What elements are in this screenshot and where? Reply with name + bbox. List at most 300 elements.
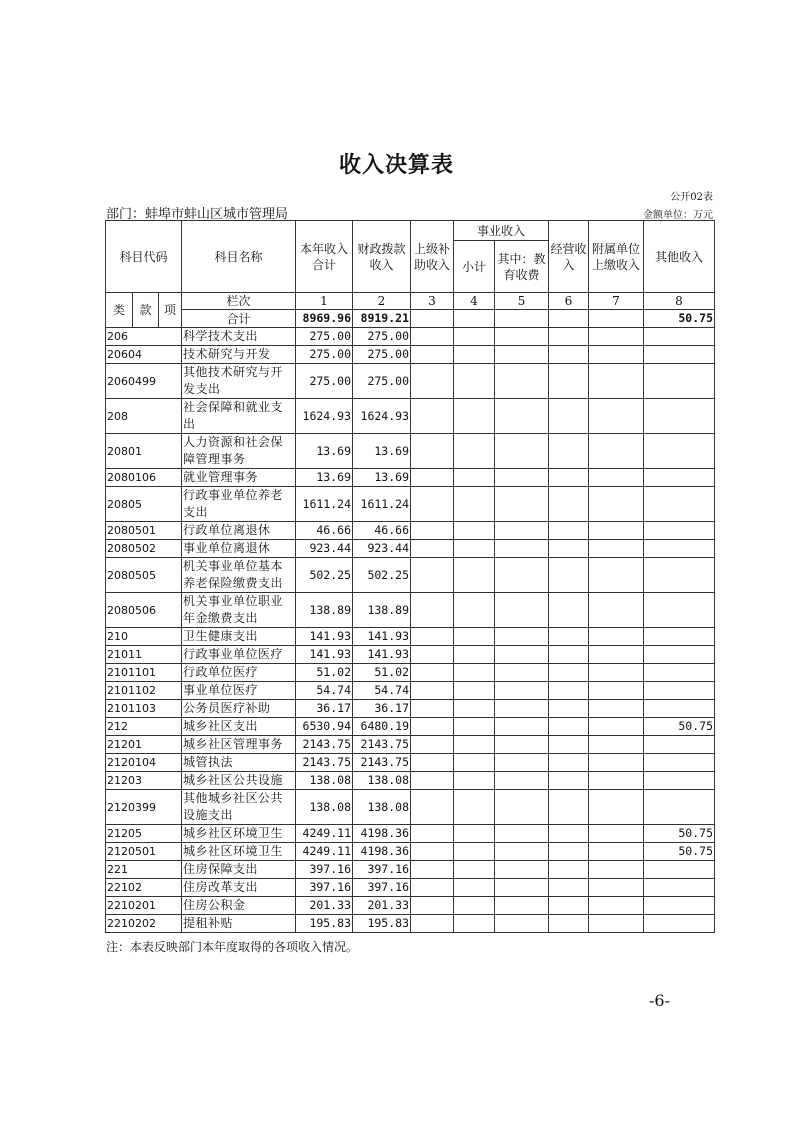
row-col1: 13.69: [296, 434, 353, 469]
header-col8: 其他收入: [644, 221, 715, 293]
row-name: 事业单位医疗: [182, 682, 296, 700]
row-code: 212: [106, 718, 182, 736]
row-col7: [589, 364, 644, 399]
row-col7: [589, 861, 644, 879]
row-col2: 138.89: [353, 593, 411, 628]
row-col1: 54.74: [296, 682, 353, 700]
row-col8: [644, 646, 715, 664]
row-col4: [454, 346, 495, 364]
row-col3: [411, 593, 454, 628]
row-col6: [549, 646, 589, 664]
row-col7: [589, 915, 644, 933]
department-label: 部门：蚌埠市蚌山区城市管理局: [106, 207, 289, 222]
row-col6: [549, 879, 589, 897]
row-col4: [454, 399, 495, 434]
row-col4: [454, 328, 495, 346]
row-col1: 36.17: [296, 700, 353, 718]
row-col8: [644, 540, 715, 558]
row-col7: [589, 558, 644, 593]
row-col6: [549, 825, 589, 843]
row-col4: [454, 522, 495, 540]
table-row: [106, 469, 715, 487]
row-col1: 13.69: [296, 469, 353, 487]
header-col2: 财政拨款收入: [353, 221, 411, 293]
table-row: [106, 434, 715, 469]
row-code: 22102: [106, 879, 182, 897]
row-col2: 2143.75: [353, 754, 411, 772]
row-code: 210: [106, 628, 182, 646]
row-col7: [589, 628, 644, 646]
row-code: 20801: [106, 434, 182, 469]
row-col7: [589, 897, 644, 915]
row-col7: [589, 843, 644, 861]
row-col4: [454, 825, 495, 843]
row-col5: [495, 861, 549, 879]
total-label: 合计: [182, 310, 296, 328]
row-col1: 138.08: [296, 772, 353, 790]
row-col5: [495, 522, 549, 540]
row-col3: [411, 754, 454, 772]
total-col4: [454, 310, 495, 328]
row-col8: [644, 861, 715, 879]
page-title: 收入决算表: [338, 153, 454, 178]
row-col4: [454, 593, 495, 628]
row-col2: 195.83: [353, 915, 411, 933]
table-row: [106, 879, 715, 897]
row-col3: [411, 469, 454, 487]
row-col1: 1624.93: [296, 399, 353, 434]
row-name: 事业单位离退休: [182, 540, 296, 558]
header-col7: 附属单位上缴收入: [589, 221, 644, 293]
row-col3: [411, 664, 454, 682]
col-number: 7: [589, 293, 644, 310]
row-name: 人力资源和社会保障管理事务: [182, 434, 296, 469]
row-col7: [589, 346, 644, 364]
row-col1: 1611.24: [296, 487, 353, 522]
row-col6: [549, 346, 589, 364]
header-name: 科目名称: [182, 221, 296, 293]
row-col4: [454, 434, 495, 469]
table-row: [106, 540, 715, 558]
row-col1: 275.00: [296, 328, 353, 346]
row-col1: 397.16: [296, 879, 353, 897]
row-code: 206: [106, 328, 182, 346]
row-col5: [495, 700, 549, 718]
row-code: 2120501: [106, 843, 182, 861]
table-row: [106, 843, 715, 861]
row-col8: [644, 593, 715, 628]
table-row: [106, 346, 715, 364]
row-code: 2120399: [106, 790, 182, 825]
col-number: 8: [644, 293, 715, 310]
row-code: 21203: [106, 772, 182, 790]
row-col2: 397.16: [353, 879, 411, 897]
table-row: [106, 915, 715, 933]
row-col5: [495, 879, 549, 897]
row-col6: [549, 682, 589, 700]
row-col3: [411, 328, 454, 346]
row-col6: [549, 718, 589, 736]
row-col8: [644, 328, 715, 346]
table-row: [106, 772, 715, 790]
row-col1: 138.89: [296, 593, 353, 628]
total-col1: 8969.96: [296, 310, 353, 328]
row-col3: [411, 522, 454, 540]
row-col3: [411, 825, 454, 843]
row-col3: [411, 558, 454, 593]
row-name: 住房改革支出: [182, 879, 296, 897]
row-col4: [454, 772, 495, 790]
row-col8: [644, 346, 715, 364]
row-col7: [589, 682, 644, 700]
row-col6: [549, 736, 589, 754]
row-col2: 141.93: [353, 628, 411, 646]
row-col2: 275.00: [353, 328, 411, 346]
row-code: 2060499: [106, 364, 182, 399]
row-col5: [495, 915, 549, 933]
table-row: [106, 593, 715, 628]
row-col6: [549, 540, 589, 558]
row-col6: [549, 558, 589, 593]
col-number: 4: [454, 293, 495, 310]
row-col1: 4249.11: [296, 843, 353, 861]
header-lei: 类: [106, 293, 133, 328]
row-col8: [644, 558, 715, 593]
row-col5: [495, 646, 549, 664]
row-col1: 201.33: [296, 897, 353, 915]
row-col2: 51.02: [353, 664, 411, 682]
row-col4: [454, 736, 495, 754]
row-col6: [549, 399, 589, 434]
row-col8: 50.75: [644, 825, 715, 843]
row-name: 城乡社区公共设施: [182, 772, 296, 790]
row-col8: [644, 772, 715, 790]
page-number: -6-: [649, 991, 670, 1010]
row-col3: [411, 700, 454, 718]
row-col1: 275.00: [296, 346, 353, 364]
row-col2: 1624.93: [353, 399, 411, 434]
row-col4: [454, 897, 495, 915]
row-col5: [495, 558, 549, 593]
header-kuan: 款: [133, 293, 159, 328]
row-col1: 2143.75: [296, 736, 353, 754]
row-col1: 138.08: [296, 790, 353, 825]
row-col7: [589, 646, 644, 664]
total-col8: 50.75: [644, 310, 715, 328]
row-col4: [454, 879, 495, 897]
row-col5: [495, 434, 549, 469]
row-code: 21201: [106, 736, 182, 754]
row-col4: [454, 664, 495, 682]
row-code: 21011: [106, 646, 182, 664]
row-col7: [589, 790, 644, 825]
total-col2: 8919.21: [353, 310, 411, 328]
row-name: 城乡社区环境卫生: [182, 825, 296, 843]
row-code: 2120104: [106, 754, 182, 772]
row-col3: [411, 772, 454, 790]
row-col1: 502.25: [296, 558, 353, 593]
row-code: 2101102: [106, 682, 182, 700]
row-name: 行政事业单位医疗: [182, 646, 296, 664]
table-row: [106, 790, 715, 825]
row-col7: [589, 593, 644, 628]
row-code: 2080501: [106, 522, 182, 540]
row-col8: [644, 754, 715, 772]
row-col3: [411, 879, 454, 897]
row-col1: 6530.94: [296, 718, 353, 736]
row-name: 行政事业单位养老支出: [182, 487, 296, 522]
row-col5: [495, 364, 549, 399]
row-col2: 54.74: [353, 682, 411, 700]
row-col2: 1611.24: [353, 487, 411, 522]
row-col5: [495, 399, 549, 434]
row-col2: 36.17: [353, 700, 411, 718]
row-col8: [644, 628, 715, 646]
row-col7: [589, 469, 644, 487]
row-col1: 4249.11: [296, 825, 353, 843]
row-col1: 275.00: [296, 364, 353, 399]
row-col5: [495, 772, 549, 790]
row-name: 城乡社区管理事务: [182, 736, 296, 754]
row-col8: [644, 664, 715, 682]
row-col8: [644, 790, 715, 825]
row-col2: 138.08: [353, 772, 411, 790]
row-col2: 275.00: [353, 364, 411, 399]
row-code: 2080506: [106, 593, 182, 628]
row-col5: [495, 825, 549, 843]
table-row: [106, 664, 715, 682]
table-row: [106, 754, 715, 772]
header-col6: 经营收入: [549, 221, 589, 293]
row-col5: [495, 540, 549, 558]
row-col7: [589, 328, 644, 346]
row-col7: [589, 718, 644, 736]
row-col7: [589, 754, 644, 772]
row-col3: [411, 682, 454, 700]
row-col6: [549, 700, 589, 718]
row-col6: [549, 861, 589, 879]
header-col3: 上级补助收入: [411, 221, 454, 293]
row-col6: [549, 628, 589, 646]
row-col1: 923.44: [296, 540, 353, 558]
row-col4: [454, 718, 495, 736]
row-col6: [549, 364, 589, 399]
row-col6: [549, 434, 589, 469]
row-col4: [454, 364, 495, 399]
row-col1: 51.02: [296, 664, 353, 682]
form-number: 公开02表: [670, 192, 713, 203]
row-col1: 195.83: [296, 915, 353, 933]
row-col6: [549, 487, 589, 522]
row-col7: [589, 825, 644, 843]
row-col5: [495, 736, 549, 754]
row-col2: 46.66: [353, 522, 411, 540]
col-number: 2: [353, 293, 411, 310]
row-col7: [589, 434, 644, 469]
row-name: 技术研究与开发: [182, 346, 296, 364]
row-name: 住房公积金: [182, 897, 296, 915]
row-code: 2080505: [106, 558, 182, 593]
row-col5: [495, 897, 549, 915]
row-col6: [549, 593, 589, 628]
row-col6: [549, 664, 589, 682]
row-col2: 201.33: [353, 897, 411, 915]
row-col8: [644, 399, 715, 434]
row-col7: [589, 487, 644, 522]
row-col4: [454, 861, 495, 879]
row-col6: [549, 897, 589, 915]
row-col8: 50.75: [644, 843, 715, 861]
row-col6: [549, 915, 589, 933]
row-col3: [411, 736, 454, 754]
row-col3: [411, 434, 454, 469]
row-col3: [411, 790, 454, 825]
footnote: 注：本表反映部门本年度取得的各项收入情况。: [106, 940, 359, 954]
row-code: 20805: [106, 487, 182, 522]
row-col2: 275.00: [353, 346, 411, 364]
row-name: 提租补贴: [182, 915, 296, 933]
row-name: 机关事业单位职业年金缴费支出: [182, 593, 296, 628]
row-col5: [495, 790, 549, 825]
total-col7: [589, 310, 644, 328]
row-col8: [644, 897, 715, 915]
row-name: 城管执法: [182, 754, 296, 772]
row-col6: [549, 754, 589, 772]
table-row: [106, 736, 715, 754]
table-row: [106, 718, 715, 736]
row-col8: [644, 434, 715, 469]
row-name: 科学技术支出: [182, 328, 296, 346]
row-col4: [454, 628, 495, 646]
row-name: 公务员医疗补助: [182, 700, 296, 718]
table-row: [106, 682, 715, 700]
table-row: [106, 825, 715, 843]
col-number: 5: [495, 293, 549, 310]
row-col3: [411, 540, 454, 558]
row-col1: 397.16: [296, 861, 353, 879]
row-col5: [495, 328, 549, 346]
row-col7: [589, 736, 644, 754]
col-number: 3: [411, 293, 454, 310]
row-col3: [411, 487, 454, 522]
row-col7: [589, 700, 644, 718]
row-name: 就业管理事务: [182, 469, 296, 487]
row-code: 2101103: [106, 700, 182, 718]
row-col6: [549, 469, 589, 487]
row-col3: [411, 843, 454, 861]
row-col4: [454, 469, 495, 487]
row-col6: [549, 772, 589, 790]
row-col2: 4198.36: [353, 843, 411, 861]
total-col5: [495, 310, 549, 328]
row-code: 2210201: [106, 897, 182, 915]
col-number: 1: [296, 293, 353, 310]
table-row: [106, 364, 715, 399]
row-col7: [589, 399, 644, 434]
amount-unit: 金额单位：万元: [643, 210, 713, 221]
row-col5: [495, 664, 549, 682]
header-code: 科目代码: [106, 221, 182, 293]
row-col8: [644, 364, 715, 399]
row-col2: 397.16: [353, 861, 411, 879]
row-col7: [589, 522, 644, 540]
row-col6: [549, 843, 589, 861]
row-col6: [549, 790, 589, 825]
row-code: 20604: [106, 346, 182, 364]
row-name: 行政单位医疗: [182, 664, 296, 682]
row-col2: 141.93: [353, 646, 411, 664]
row-code: 2210202: [106, 915, 182, 933]
row-col4: [454, 646, 495, 664]
header-col4: 小计: [454, 241, 495, 293]
table-row: [106, 558, 715, 593]
table-row: [106, 700, 715, 718]
row-col6: [549, 328, 589, 346]
row-name: 其他城乡社区公共设施支出: [182, 790, 296, 825]
col-number: 6: [549, 293, 589, 310]
row-col1: 141.93: [296, 628, 353, 646]
row-col6: [549, 522, 589, 540]
row-col2: 923.44: [353, 540, 411, 558]
row-col2: 13.69: [353, 434, 411, 469]
row-col3: [411, 399, 454, 434]
row-col3: [411, 646, 454, 664]
row-col8: [644, 915, 715, 933]
row-col4: [454, 700, 495, 718]
table-row: [106, 646, 715, 664]
table-row: [106, 628, 715, 646]
row-col1: 141.93: [296, 646, 353, 664]
table-row: [106, 328, 715, 346]
row-col5: [495, 718, 549, 736]
row-code: 21205: [106, 825, 182, 843]
table-row: [106, 861, 715, 879]
row-name: 城乡社区支出: [182, 718, 296, 736]
total-col3: [411, 310, 454, 328]
total-col6: [549, 310, 589, 328]
header-lanci: 栏次: [182, 293, 296, 310]
row-code: 2101101: [106, 664, 182, 682]
table-row: [106, 897, 715, 915]
row-col4: [454, 540, 495, 558]
table-row: [106, 522, 715, 540]
row-col8: [644, 487, 715, 522]
header-group-business: 事业收入: [454, 221, 549, 241]
row-name: 城乡社区环境卫生: [182, 843, 296, 861]
table-row: [106, 399, 715, 434]
row-col4: [454, 487, 495, 522]
row-col8: [644, 469, 715, 487]
header-xiang: 项: [159, 293, 182, 328]
row-col5: [495, 754, 549, 772]
row-col1: 2143.75: [296, 754, 353, 772]
row-code: 2080106: [106, 469, 182, 487]
row-col4: [454, 915, 495, 933]
row-name: 住房保障支出: [182, 861, 296, 879]
row-col3: [411, 346, 454, 364]
row-col2: 502.25: [353, 558, 411, 593]
row-col8: [644, 879, 715, 897]
row-col2: 138.08: [353, 790, 411, 825]
row-col2: 4198.36: [353, 825, 411, 843]
row-col3: [411, 897, 454, 915]
row-col4: [454, 682, 495, 700]
row-name: 行政单位离退休: [182, 522, 296, 540]
row-col3: [411, 628, 454, 646]
row-col4: [454, 754, 495, 772]
row-col2: 13.69: [353, 469, 411, 487]
row-name: 卫生健康支出: [182, 628, 296, 646]
